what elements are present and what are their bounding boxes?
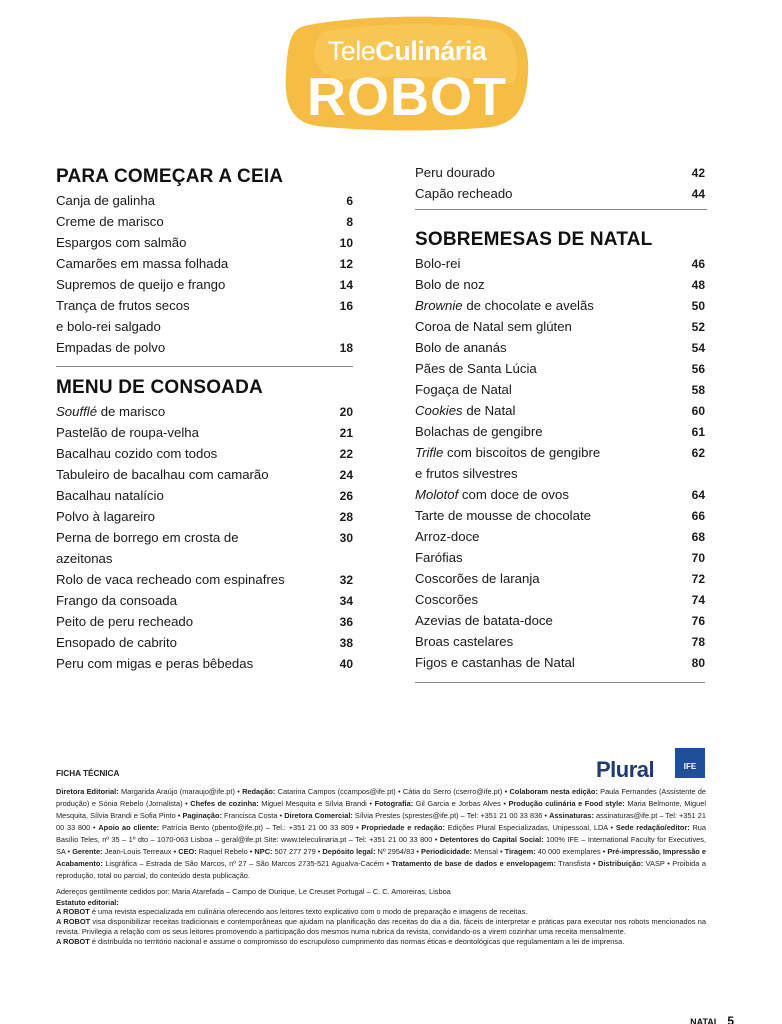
page-ref: 61 <box>691 425 705 439</box>
page-ref: 18 <box>339 341 353 355</box>
recipe-title: Capão recheado <box>415 186 513 201</box>
toc-entry <box>415 442 705 463</box>
toc-entry <box>415 358 705 379</box>
page-ref: 78 <box>691 635 705 649</box>
credit-label: A ROBOT <box>56 937 90 946</box>
ife-logo: IFE <box>675 748 705 778</box>
recipe-title: Bolo de ananás <box>415 340 507 355</box>
page-ref: 10 <box>339 236 353 250</box>
statute-text <box>56 907 706 947</box>
toc-entry <box>56 590 353 611</box>
page-ref: 56 <box>691 362 705 376</box>
recipe-title: Canja de galinha <box>56 193 155 208</box>
recipe-title: Perna de borrego em crosta de <box>56 530 239 545</box>
toc-section-desserts <box>415 227 705 673</box>
section-title: MENU DE CONSOADA <box>56 377 263 398</box>
page-ref: 20 <box>339 405 353 419</box>
recipe-title: Arroz-doce <box>415 529 480 544</box>
toc-entry <box>415 253 705 274</box>
toc-entry <box>415 400 705 421</box>
recipe-title: Trifle com biscoitos de gengibre <box>415 445 601 460</box>
recipe-title: Brownie de chocolate e avelãs <box>415 298 594 313</box>
toc-right-column <box>415 162 705 673</box>
credit-label: Tratamento de base de dados e envelopagem: <box>391 859 556 868</box>
toc-entry <box>415 526 705 547</box>
recipe-title: Soufflé de marisco <box>56 404 166 419</box>
page-ref: 64 <box>691 488 705 502</box>
toc-entry <box>415 421 705 442</box>
bottom-divider <box>415 682 705 683</box>
credits-block <box>56 768 706 947</box>
page-ref: 44 <box>691 187 705 201</box>
page-ref: 66 <box>691 509 705 523</box>
recipe-title: Fogaça de Natal <box>415 382 512 397</box>
toc-entry <box>56 569 353 590</box>
logo-top-text: TeleCulinária <box>327 36 487 66</box>
toc-entry <box>56 506 353 527</box>
recipe-title: Peru com migas e peras bêbedas <box>56 656 254 671</box>
statute-title: Estatuto editorial: <box>56 898 119 907</box>
page-ref: 8 <box>346 215 353 229</box>
toc-entry <box>415 589 705 610</box>
page-ref: 14 <box>339 278 353 292</box>
recipe-title: Farófias <box>415 550 463 565</box>
credit-label: Tiragem: <box>504 847 536 856</box>
toc-entry <box>56 274 353 295</box>
toc-list <box>56 401 353 674</box>
page-ref: 34 <box>339 594 353 608</box>
robot-logo <box>282 14 532 132</box>
recipe-title-italic: Brownie <box>415 298 463 313</box>
page-ref: 50 <box>691 299 705 313</box>
page-ref: 16 <box>339 299 353 313</box>
toc-list <box>415 162 705 204</box>
recipe-title: Bolachas de gengibre <box>415 424 543 439</box>
section-title: PARA COMEÇAR A CEIA <box>56 166 284 187</box>
toc-entry <box>415 610 705 631</box>
credit-label: Periodicidade: <box>421 847 472 856</box>
credit-label: Apoio ao cliente: <box>98 823 160 832</box>
page-ref: 58 <box>691 383 705 397</box>
toc-entry <box>415 379 705 400</box>
recipe-title-italic: Soufflé <box>56 404 98 419</box>
page-ref: 38 <box>339 636 353 650</box>
recipe-title: Tabuleiro de bacalhau com camarão <box>56 467 269 482</box>
toc-entry <box>56 253 353 274</box>
toc-entry <box>415 484 705 505</box>
toc-entry <box>56 653 353 674</box>
page-ref: 60 <box>691 404 705 418</box>
page-ref: 54 <box>691 341 705 355</box>
recipe-title: Trança de frutos secos <box>56 298 190 313</box>
toc-entry <box>56 401 353 422</box>
recipe-title: Coscorões de laranja <box>415 571 540 586</box>
credit-label: Distribuição: <box>598 859 644 868</box>
recipe-title: Polvo à lagareiro <box>56 509 155 524</box>
page-ref: 36 <box>339 615 353 629</box>
toc-entry <box>56 485 353 506</box>
statute-paragraph: A ROBOT é uma revista especializada em culinária oferecendo aos leitores texto explicativo com o modo de preparação e imagens de receitas. <box>56 907 528 916</box>
toc-entry <box>56 443 353 464</box>
toc-entry <box>56 232 353 253</box>
credit-label: Diretora Editorial: <box>56 787 119 796</box>
credit-label: Colaboram nesta edição: <box>509 787 598 796</box>
page-ref: 32 <box>339 573 353 587</box>
credit-label: Pré-impressão, Impressão e Acabamento: <box>56 847 706 868</box>
credit-label: Gerente: <box>72 847 103 856</box>
credit-label: Fotografia: <box>374 799 414 808</box>
recipe-title: Peito de peru recheado <box>56 614 194 629</box>
recipe-title: Coscorões <box>415 592 479 607</box>
toc-entry <box>56 190 353 211</box>
page-ref: 52 <box>691 320 705 334</box>
toc-entry <box>415 631 705 652</box>
toc-entry <box>56 611 353 632</box>
page-ref: 22 <box>339 447 353 461</box>
toc-entry <box>56 337 353 358</box>
page-ref: 26 <box>339 489 353 503</box>
statute-paragraph: A ROBOT visa disponibilizar receitas tradicionais e contemporâneas que ajudam na planificação das receitas do dia a dia, fáceis de interpretar e práticas para executar nos robots mencionados na revista. Privilegia a relação com os seus leitores promovendo a participação dos mesmos numa rubrica da revista, convidando-os a virem cozinhar uma receita mensalmente. <box>56 917 707 936</box>
logo-main-text: ROBOT <box>307 67 507 127</box>
footer-section: NATAL <box>690 1017 720 1024</box>
credit-label: CEO: <box>178 847 197 856</box>
toc-entry <box>415 463 705 484</box>
toc-entry <box>56 211 353 232</box>
page-ref: 80 <box>691 656 705 670</box>
recipe-title: azeitonas <box>56 551 113 566</box>
recipe-title: Peru dourado <box>415 165 495 180</box>
toc-entry <box>56 632 353 653</box>
credits-title: FICHA TÉCNICA <box>56 769 120 778</box>
toc-section-starters <box>56 164 353 358</box>
toc-left-column <box>56 164 353 674</box>
toc-entry <box>56 295 353 316</box>
recipe-title: Bolo-rei <box>415 256 461 271</box>
toc-entry <box>415 274 705 295</box>
recipe-title: Figos e castanhas de Natal <box>415 655 575 670</box>
toc-list <box>415 253 705 673</box>
page-ref: 28 <box>339 510 353 524</box>
recipe-title: e bolo-rei salgado <box>56 319 161 334</box>
recipe-title-italic: Molotof <box>415 487 459 502</box>
recipe-title: Coroa de Natal sem glúten <box>415 319 572 334</box>
toc-entry <box>56 527 353 548</box>
plural-logo: Plural <box>596 757 655 782</box>
page-ref: 42 <box>691 166 705 180</box>
credit-label: Diretora Comercial: <box>284 811 353 820</box>
credit-label: A ROBOT <box>56 917 91 926</box>
credit-label: Paginação: <box>182 811 222 820</box>
recipe-title: Bacalhau cozido com todos <box>56 446 218 461</box>
credits-thanks: Adereços gentilmente cedidos por: Maria Atarefada – Campo de Ourique, Le Creuset Portugal – C. C. Amoreiras, Lisboa <box>56 887 451 896</box>
page-ref: 46 <box>691 257 705 271</box>
section-divider <box>415 209 707 210</box>
recipe-title: Bolo de noz <box>415 277 485 292</box>
recipe-title: Broas castelares <box>415 634 514 649</box>
credit-label: Propriedade e redação: <box>361 823 445 832</box>
toc-entry <box>415 183 705 204</box>
page-ref: 6 <box>346 194 353 208</box>
recipe-title: Rolo de vaca recheado com espinafres <box>56 572 285 587</box>
credit-label: Sede redação/editor: <box>615 823 690 832</box>
credit-label: Depósito legal: <box>322 847 376 856</box>
toc-entry <box>415 568 705 589</box>
recipe-title: Empadas de polvo <box>56 340 166 355</box>
toc-entry <box>415 652 705 673</box>
recipe-title: Ensopado de cabrito <box>56 635 177 650</box>
page-ref: 40 <box>339 657 353 671</box>
credit-label: Produção culinária e Food style: <box>508 799 625 808</box>
credit-label: Redação: <box>242 787 276 796</box>
statute-paragraph: A ROBOT é distribuída no território nacional e assume o compromisso do escrupuloso cumprimento das normas éticas e deontológicas que regulamentam a lei de imprensa. <box>56 937 625 946</box>
page-number: 5 <box>727 1014 734 1024</box>
toc-entry <box>56 548 353 569</box>
credit-label: A ROBOT <box>56 907 90 916</box>
toc-entry <box>415 505 705 526</box>
recipe-title: Creme de marisco <box>56 214 164 229</box>
toc-entry <box>415 547 705 568</box>
page-ref: 68 <box>691 530 705 544</box>
page-ref: 48 <box>691 278 705 292</box>
credit-label: Assinaturas: <box>549 811 594 820</box>
recipe-title: Molotof com doce de ovos <box>415 487 569 502</box>
recipe-title: e frutos silvestres <box>415 466 518 481</box>
page-ref: 74 <box>691 593 705 607</box>
page-ref: 62 <box>691 446 705 460</box>
toc-entry <box>415 295 705 316</box>
page-ref: 70 <box>691 551 705 565</box>
page-footer <box>690 1014 734 1024</box>
page-ref: 21 <box>339 426 353 440</box>
toc-entry <box>415 337 705 358</box>
recipe-title: Frango da consoada <box>56 593 177 608</box>
page-ref: 30 <box>339 531 353 545</box>
credit-label: Chefes de cozinha: <box>190 799 259 808</box>
recipe-title-italic: Trifle <box>415 445 444 460</box>
toc-list <box>56 190 353 358</box>
section-title: SOBREMESAS DE NATAL <box>415 229 653 250</box>
toc-entry <box>415 162 705 183</box>
recipe-title: Supremos de queijo e frango <box>56 277 226 292</box>
recipe-title: Tarte de mousse de chocolate <box>415 508 591 523</box>
toc-entry <box>415 316 705 337</box>
toc-section-consoada <box>56 375 353 674</box>
recipe-title: Pães de Santa Lúcia <box>415 361 537 376</box>
recipe-title: Camarões em massa folhada <box>56 256 229 271</box>
recipe-title-italic: Cookies <box>415 403 463 418</box>
page-ref: 76 <box>691 614 705 628</box>
credit-label: Detentores do Capital Social: <box>439 835 544 844</box>
toc-entry <box>56 464 353 485</box>
toc-entry <box>56 316 353 337</box>
toc-entry <box>56 422 353 443</box>
page-ref: 12 <box>339 257 353 271</box>
recipe-title: Azevias de batata-doce <box>415 613 553 628</box>
section-divider <box>56 366 353 367</box>
page-ref: 24 <box>339 468 353 482</box>
page-ref: 72 <box>691 572 705 586</box>
recipe-title: Espargos com salmão <box>56 235 187 250</box>
credit-label: NPC: <box>254 847 273 856</box>
credits-text: Diretora Editorial: Margarida Araújo (maraujo@ife.pt) • Redação: Catarina Campos (ccampos@ife.pt) • Cátia do Serro (cserro@ife.pt) • Colaboram nesta edição: Paula Fernandes (Assistente de produção) e Sónia Rebelo (Jornalista) • Chefes de cozinha: Miguel Mesquita e Sílvia Brandi • Fotografia: Gil Garcia e Jorbas Alves • Produção culinária e Food style: Maria Belmonte, Miguel Mesquita, Sílvia Brandi e Sofia Pinto • Paginação: Francisca Costa • Diretora Comercial: Sílvia Prestes (sprestes@ife.pt) – Tel: +351 21 00 33 836 • Assinaturas: assinaturas@ife.pt – Tel: +351 21 00 33 800 • Apoio ao cliente: Patrícia Bento (pbento@ife.pt) – Tel.: +351 21 00 33 809 • Propriedade e redação: Edições Plural Especializadas, Unipessoal, LDA • Sede redação/editor: Rua Basílio Teles, nº 35 – 1º dto – 1070-063 Lisboa – geral@ife.pt Site: www.teleculinaria.pt – Tel: +351 21 00 33 800 • Detentores do Capital Social: 100% IFE – International Faculty for Executives, SA • Gerente: Jean-Louis Terreaux • CEO: Raquel Rebelo • NPC: 507 277 279 • Depósito legal: Nº 2954/83 • Periodicidade: Mensal • Tiragem: 40 000 exemplares • Pré-impressão, Impressão e Acabamento: Lisgráfica – Estrada de São Marcos, nº 27 – São Marcos 2735-521 Agualva-Cacém • Tratamento de base de dados e envelopagem: Transfista • Distribuição: VASP • Proibida a reprodução, total ou parcial, do conteúdo desta publicação. <box>56 787 707 880</box>
recipe-title: Cookies de Natal <box>415 403 516 418</box>
recipe-title: Pastelão de roupa-velha <box>56 425 199 440</box>
recipe-title: Bacalhau natalício <box>56 488 164 503</box>
